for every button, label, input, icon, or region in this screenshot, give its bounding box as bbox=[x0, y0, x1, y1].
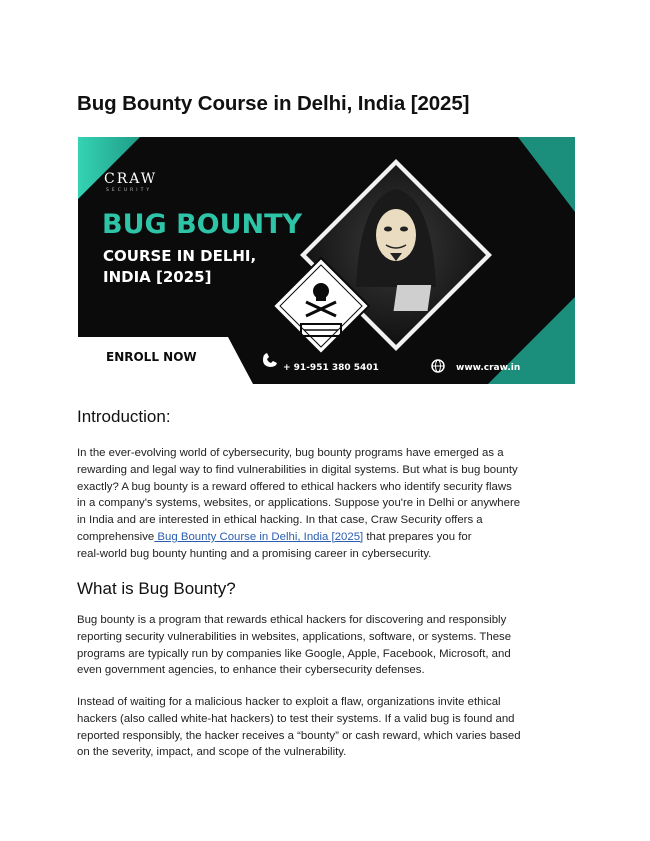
text-line: programs are typically run by companies like Google, Apple, Facebook, Microsoft, and bbox=[77, 647, 511, 660]
text-line: in India and are interested in ethical hacking. In that case, Craw Security offers a bbox=[77, 514, 483, 527]
text-line: reported responsibly, the hacker receives a “bounty” or cash reward, which varies based bbox=[77, 729, 521, 742]
text-line: even government agencies, to enhance their cybersecurity defenses. bbox=[77, 664, 425, 677]
text-segment: comprehensive bbox=[77, 530, 155, 543]
what-paragraph-2 bbox=[77, 694, 577, 761]
text-line: hackers (also called white-hat hackers) to test their systems. If a valid bug is found and bbox=[77, 712, 515, 725]
course-link[interactable]: Bug Bounty Course in Delhi, India [2025] bbox=[154, 530, 364, 543]
banner-phone: + 91-951 380 5401 bbox=[283, 363, 379, 373]
text-line bbox=[77, 529, 577, 546]
course-banner-image bbox=[78, 137, 575, 384]
text-line: reporting security vulnerabilities in websites, applications, software, or systems. These bbox=[77, 630, 512, 643]
page-title: Bug Bounty Course in Delhi, India [2025] bbox=[77, 92, 470, 115]
section-heading-what-is-bug-bounty: What is Bug Bounty? bbox=[77, 579, 236, 598]
text-line: In the ever-evolving world of cybersecurity, bug bounty programs have emerged as a bbox=[77, 447, 504, 459]
craw-logo: CRAW bbox=[104, 171, 158, 187]
text-line: exactly? A bug bounty is a reward offered to ethical hackers who identify security flaws bbox=[77, 480, 512, 493]
banner-subheadline-2: INDIA [2025] bbox=[103, 268, 212, 286]
text-line: real-world bug bounty hunting and a promising career in cybersecurity. bbox=[77, 547, 432, 560]
section-heading-introduction: Introduction: bbox=[77, 407, 171, 426]
banner-headline: BUG BOUNTY bbox=[102, 209, 303, 240]
text-line: on the severity, impact, and scope of the vulnerability. bbox=[77, 746, 347, 759]
text-line: Instead of waiting for a malicious hacker to exploit a flaw, organizations invite ethical bbox=[77, 696, 501, 708]
what-paragraph-1 bbox=[77, 612, 577, 679]
text-line: rewarding and legal way to find vulnerabilities in digital systems. But what is bug bounty bbox=[77, 463, 518, 476]
text-line: in a company's systems, websites, or applications. Suppose you're in Delhi or anywhere bbox=[77, 497, 521, 510]
enroll-now-label: ENROLL NOW bbox=[106, 350, 197, 364]
intro-paragraph bbox=[77, 445, 577, 563]
text-line: Bug bounty is a program that rewards ethical hackers for discovering and responsibly bbox=[77, 614, 507, 626]
banner-website: www.craw.in bbox=[456, 363, 521, 373]
text-segment: that prepares you for bbox=[363, 530, 472, 543]
craw-logo-sub: SECURITY bbox=[106, 188, 153, 193]
banner-subheadline-1: COURSE IN DELHI, bbox=[103, 247, 257, 265]
